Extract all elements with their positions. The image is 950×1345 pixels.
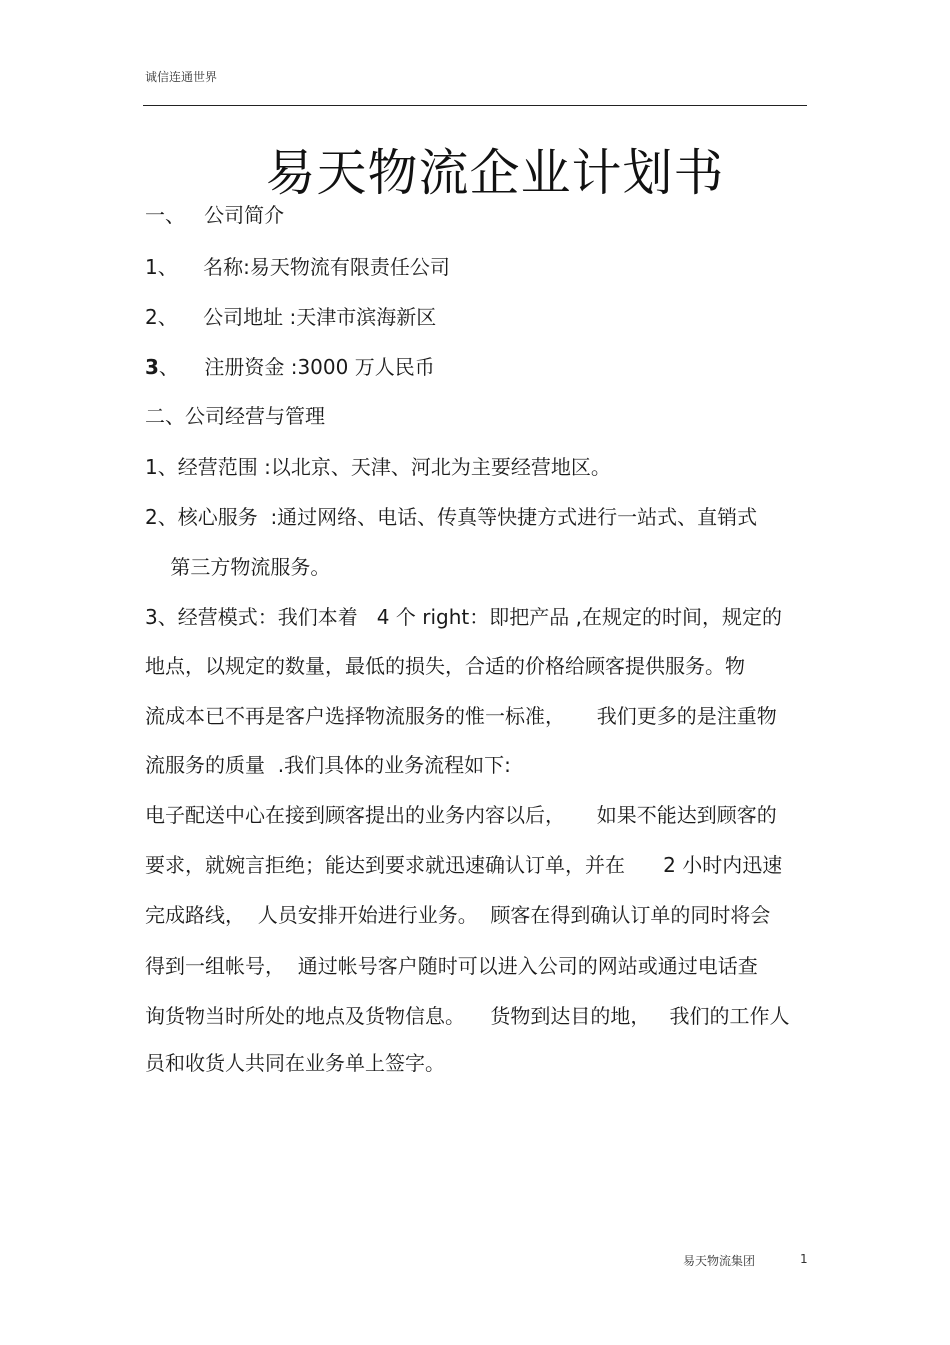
business-model-line-1: 3、经营模式：我们本着 4 个 right：即把产品 ,在规定的时间，规定的: [145, 605, 782, 629]
core-service-line-2: 第三方物流服务。: [145, 555, 331, 579]
item-number: 3: [145, 355, 159, 379]
business-model-line-3: 流成本已不再是客户选择物流服务的惟一标准， 我们更多的是注重物: [145, 704, 777, 728]
core-service-line-1: 2、核心服务 :通过网络、电话、传真等快捷方式进行一站式、直销式: [145, 505, 758, 529]
footer-company: 易天物流集团: [683, 1254, 756, 1268]
process-paragraph-line-5: 询货物当时所处的地点及货物信息。 货物到达目的地， 我们的工作人: [145, 1004, 790, 1028]
process-paragraph-line-6: 员和收货人共同在业务单上签字。: [145, 1051, 445, 1075]
registered-capital-text: 、 注册资金 :3000 万人民币: [158, 355, 435, 379]
business-model-line-2: 地点，以规定的数量，最低的损失，合适的价格给顾客提供服务。物: [145, 654, 745, 678]
section-2-heading: 二、公司经营与管理: [145, 404, 325, 428]
document-title: 易天物流企业计划书: [265, 144, 725, 202]
company-address-line: 2、 公司地址 :天津市滨海新区: [145, 305, 437, 329]
business-model-line-4: 流服务的质量 .我们具体的业务流程如下:: [145, 753, 511, 777]
registered-capital-line: [145, 355, 435, 379]
section-1-heading: 一、 公司简介: [145, 203, 285, 227]
page-number: 1: [800, 1252, 808, 1266]
business-scope-line: 1、经营范围 :以北京、天津、河北为主要经营地区。: [145, 455, 611, 479]
process-paragraph-line-2: 要求，就婉言拒绝；能达到要求就迅速确认订单，并在 2 小时内迅速: [145, 853, 783, 877]
process-paragraph-line-1: 电子配送中心在接到顾客提出的业务内容以后， 如果不能达到顾客的: [145, 803, 777, 827]
header-divider: [143, 105, 807, 106]
header-slogan: 诚信连通世界: [145, 70, 218, 84]
company-name-line: 1、 名称:易天物流有限责任公司: [145, 255, 450, 279]
process-paragraph-line-3: 完成路线， 人员安排开始进行业务。 顾客在得到确认订单的同时将会: [145, 903, 771, 927]
process-paragraph-line-4: 得到一组帐号， 通过帐号客户随时可以进入公司的网站或通过电话查: [145, 954, 758, 978]
